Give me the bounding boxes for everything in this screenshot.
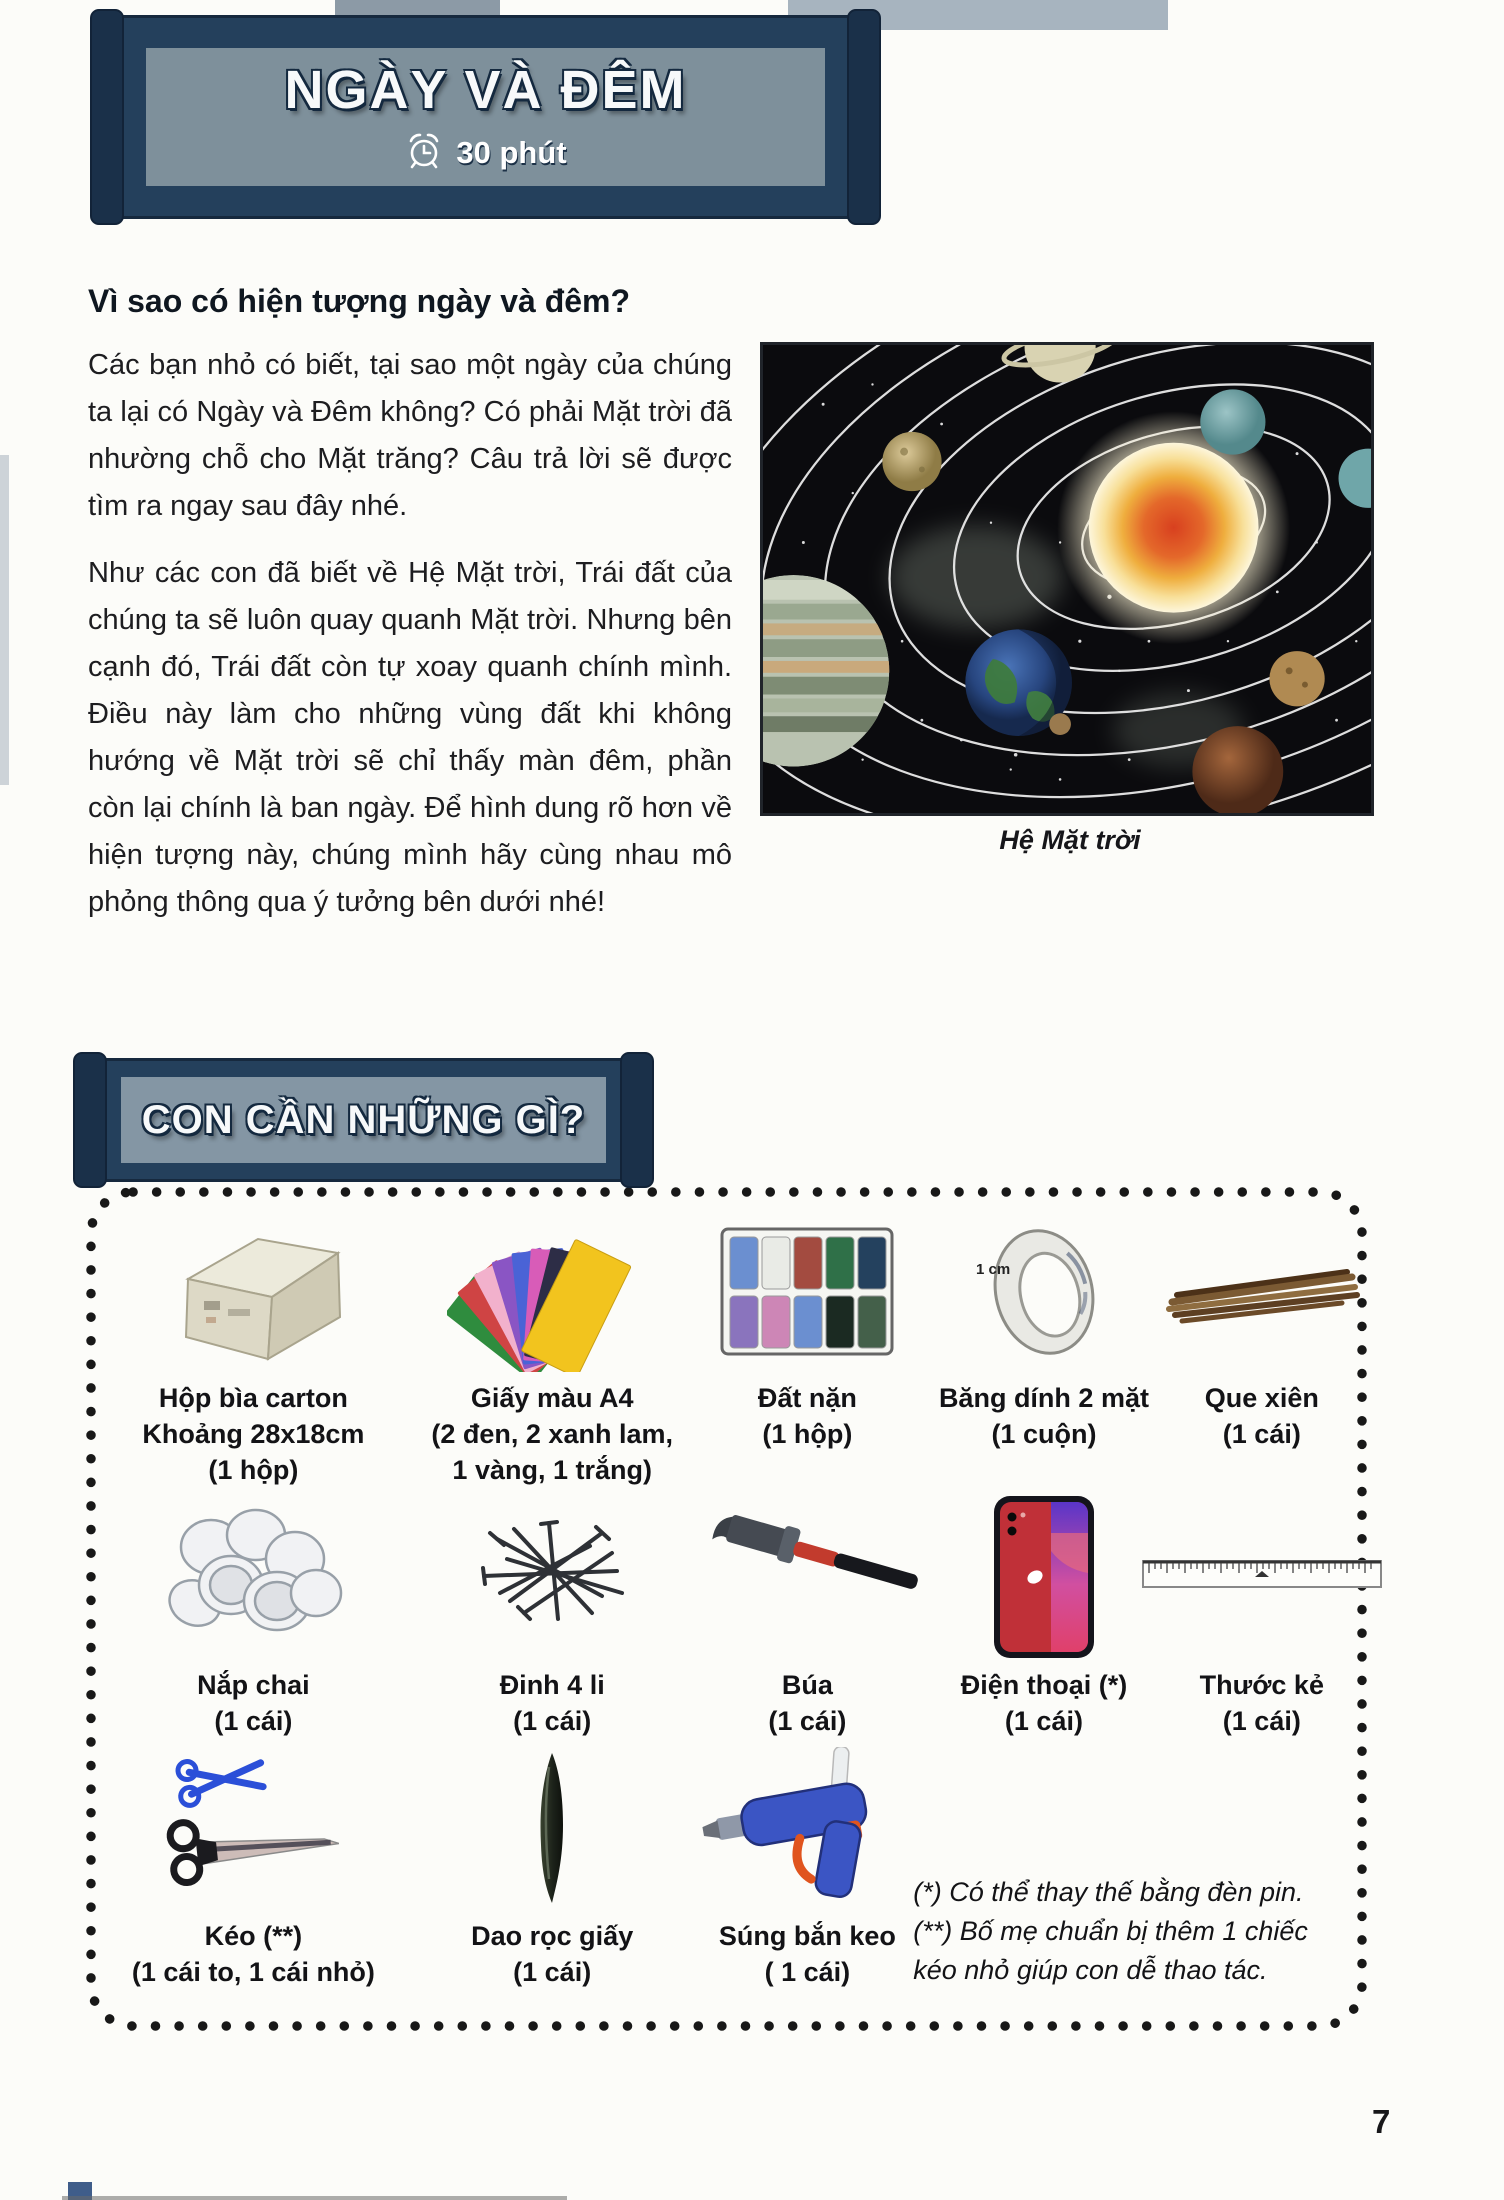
solar-system-image <box>760 342 1374 816</box>
material-label: (2 đen, 2 xanh lam, <box>431 1419 673 1449</box>
material-label: Búa <box>781 1670 833 1700</box>
material-qty: (1 cái) <box>1222 1706 1301 1736</box>
footnote-2: (**) Bố mẹ chuẩn bị thêm 1 chiếc kéo nhỏ giúp con dễ thao tác. <box>913 1916 1308 1985</box>
material-colored-paper <box>403 1209 702 1488</box>
clay-palette-icon <box>712 1209 902 1374</box>
material-qty: ( 1 cái) <box>764 1957 851 1987</box>
title-banner-panel <box>146 48 825 186</box>
material-carton-box <box>104 1209 403 1488</box>
tape-size-label: 1 cm <box>975 1260 1011 1278</box>
material-label: Súng bắn keo <box>718 1921 896 1951</box>
materials-row-2 <box>104 1496 1349 1739</box>
material-glue-gun <box>702 1747 914 1990</box>
material-hammer <box>702 1496 914 1739</box>
material-qty: (1 hộp) <box>208 1455 299 1485</box>
material-qty: (1 cái) <box>513 1706 592 1736</box>
material-label: Dao rọc giấy <box>471 1921 634 1951</box>
material-qty: (1 cái) <box>1004 1706 1083 1736</box>
material-scissors <box>104 1747 403 1990</box>
material-label: Giấy màu A4 <box>470 1383 634 1413</box>
colored-paper-icon <box>447 1209 657 1374</box>
materials-footnotes <box>913 1873 1349 1990</box>
material-label: Băng dính 2 mặt <box>938 1383 1149 1413</box>
material-label: 1 vàng, 1 trắng) <box>452 1455 652 1485</box>
material-label: Đinh 4 li <box>499 1670 605 1700</box>
material-label: Khoảng 28x18cm <box>142 1419 365 1449</box>
material-qty: (1 cuộn) <box>991 1419 1097 1449</box>
material-box-cutter <box>403 1747 702 1990</box>
paragraph-2: Như các con đã biết về Hệ Mặt trời, Trái đất của chúng ta sẽ luôn quay quanh Mặt trời. Nhưng bên cạnh đó, Trái đất còn tự xoay quanh chính mình. Điều này làm cho những vùng đất khi không hướng về Mặt trời sẽ chỉ thấy màn đêm, phần còn lại chính là ban ngày. Để hình dung rõ hơn về hiện tượng này, chúng mình hãy cùng nhau mô phỏng thông qua ý tưởng bên dưới nhé! <box>88 557 732 918</box>
scan-artifact-bottom-line <box>62 2196 567 2200</box>
duration-row <box>404 131 566 176</box>
material-label: Kéo (**) <box>204 1921 303 1951</box>
alarm-clock-icon <box>404 131 444 176</box>
materials-banner <box>78 1058 649 1182</box>
paragraph-1: Các bạn nhỏ có biết, tại sao một ngày của chúng ta lại có Ngày và Đêm không? Có phải Mặt trời đã nhường chỗ cho Mặt trăng? Câu trả lời sẽ được tìm ra ngay sau đây nhé. <box>88 349 732 522</box>
footnote-1: (*) Có thể thay thế bằng đèn pin. <box>913 1877 1304 1907</box>
article-body <box>88 342 1380 946</box>
materials-box <box>84 1185 1369 2033</box>
material-qty: (1 cái) <box>513 1957 592 1987</box>
materials-row-1 <box>104 1209 1349 1488</box>
scan-artifact-left-edge <box>0 455 9 785</box>
material-label: Que xiên <box>1204 1383 1319 1413</box>
glue-gun-icon <box>692 1747 922 1912</box>
section-heading: Vì sao có hiện tượng ngày và đêm? <box>88 283 631 319</box>
material-label: Điện thoại (*) <box>960 1670 1128 1700</box>
ruler-icon <box>1137 1496 1387 1661</box>
material-qty: (1 cái) <box>768 1706 847 1736</box>
material-label: Thước kẻ <box>1199 1670 1324 1700</box>
title-banner <box>95 15 876 219</box>
material-qty: (1 cái) <box>1222 1419 1301 1449</box>
nails-icon <box>452 1496 652 1661</box>
carton-box-icon <box>146 1209 361 1374</box>
box-cutter-icon <box>452 1747 652 1912</box>
duration-label: 30 phút <box>456 135 567 170</box>
double-sided-tape-icon <box>954 1209 1134 1374</box>
material-bottle-caps <box>104 1496 403 1739</box>
material-nails <box>403 1496 702 1739</box>
materials-row-3 <box>104 1747 1349 1990</box>
material-ruler <box>1175 1496 1349 1739</box>
material-skewers <box>1175 1209 1349 1488</box>
materials-banner-panel <box>121 1077 606 1163</box>
material-tape <box>913 1209 1174 1488</box>
solar-system-figure <box>760 342 1380 856</box>
skewer-sticks-icon <box>1157 1209 1367 1374</box>
phone-icon <box>979 1496 1109 1661</box>
material-phone <box>913 1496 1174 1739</box>
material-qty: (1 hộp) <box>762 1419 853 1449</box>
material-clay <box>702 1209 914 1488</box>
material-qty: (1 cái to, 1 cái nhỏ) <box>131 1957 375 1987</box>
figure-caption: Hệ Mặt trời <box>999 825 1141 855</box>
scissors-icon <box>148 1747 358 1912</box>
hammer-icon <box>692 1496 922 1661</box>
material-label: Đất nặn <box>757 1383 857 1413</box>
page-number: 7 <box>1372 2103 1391 2140</box>
materials-banner-title: CON CẦN NHỮNG GÌ? <box>141 1097 586 1142</box>
material-label: Nắp chai <box>197 1670 310 1700</box>
material-label: Hộp bìa carton <box>158 1383 348 1413</box>
bottle-caps-icon <box>153 1496 353 1661</box>
lesson-title: NGÀY VÀ ĐÊM <box>284 59 687 120</box>
material-qty: (1 cái) <box>214 1706 293 1736</box>
